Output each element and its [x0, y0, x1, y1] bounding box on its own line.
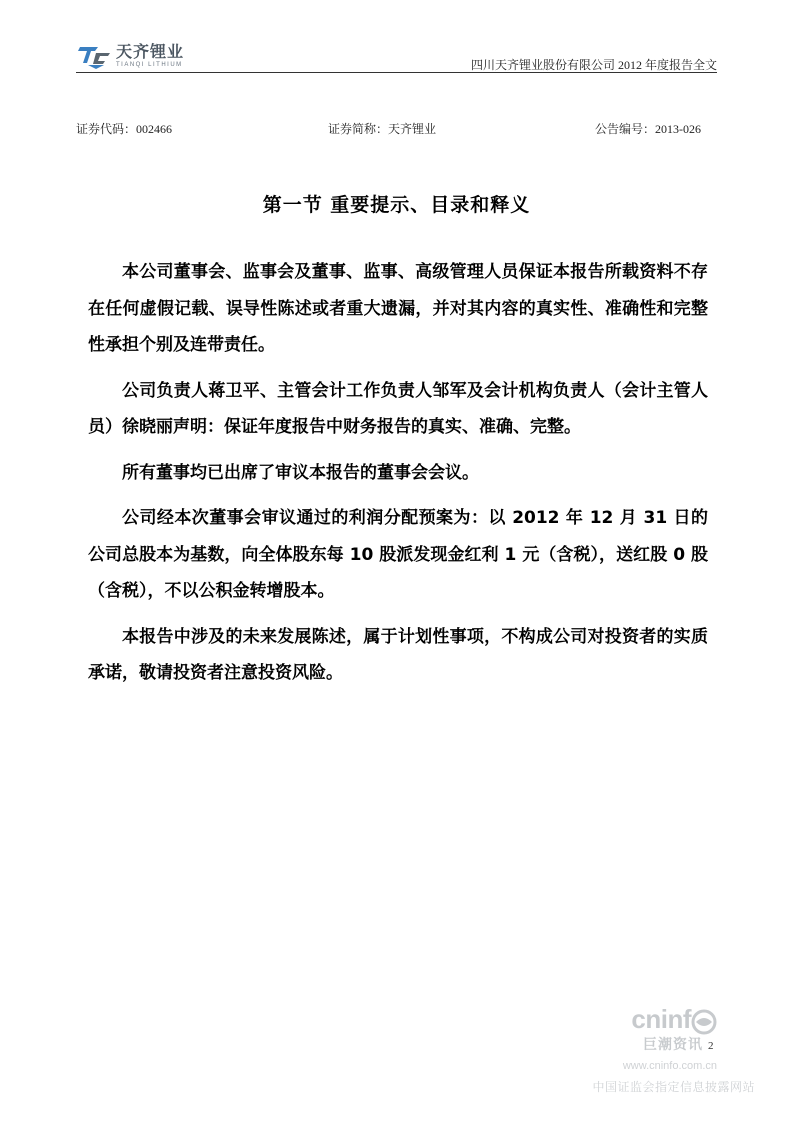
notice-number: 公告编号：2013-026 — [595, 122, 701, 136]
logo-chinese-name: 天齐锂业 — [116, 42, 185, 61]
watermark-brand-cn: 巨潮资讯 — [643, 1037, 703, 1053]
tianqi-logo-icon — [78, 43, 112, 69]
logo-english-name: TIANQI LITHIUM — [116, 62, 183, 68]
cninfo-swirl-icon — [691, 1009, 717, 1035]
cninfo-watermark — [565, 1004, 755, 1104]
stock-abbreviation: 证券简称：天齐锂业 — [328, 122, 437, 136]
paragraph-directors-attendance: 所有董事均已出席了审议本报告的董事会会议。 — [122, 462, 479, 483]
important-notice-body — [88, 254, 708, 701]
watermark-brand: cninf — [631, 1004, 691, 1034]
paragraph-profit-distribution: 公司经本次董事会审议通过的利润分配预案为：以 2012 年 12 月 31 日的公司总股本为基数，向全体股东每 10 股派发现金红利 1 元（含税），送红股 0 股（含税），不以公积金转增股本。 — [88, 508, 708, 601]
company-logo — [78, 42, 184, 70]
paragraph-responsible-persons: 公司负责人蒋卫平、主管会计工作负责人邹军及会计机构负责人（会计主管人员）徐晓丽声明：保证年度报告中财务报告的真实、准确、完整。 — [88, 380, 708, 437]
section-title: 第一节 重要提示、目录和释义 — [262, 194, 531, 216]
paragraph-forward-looking: 本报告中涉及的未来发展陈述，属于计划性事项，不构成公司对投资者的实质承诺，敬请投资者注意投资风险。 — [88, 626, 708, 683]
paragraph-board-guarantee: 本公司董事会、监事会及董事、监事、高级管理人员保证本报告所载资料不存在任何虚假记载、误导性陈述或者重大遗漏，并对其内容的真实性、准确性和完整性承担个别及连带责任。 — [88, 262, 708, 355]
header-divider — [76, 72, 717, 73]
watermark-url: www.cninfo.com.cn — [622, 1060, 717, 1072]
stock-code: 证券代码：002466 — [76, 122, 173, 136]
watermark-tagline: 中国证监会指定信息披露网站 — [592, 1080, 755, 1094]
running-header-title: 四川天齐锂业股份有限公司 2012 年度报告全文 — [470, 58, 717, 72]
page-number: 2 — [708, 1040, 714, 1052]
